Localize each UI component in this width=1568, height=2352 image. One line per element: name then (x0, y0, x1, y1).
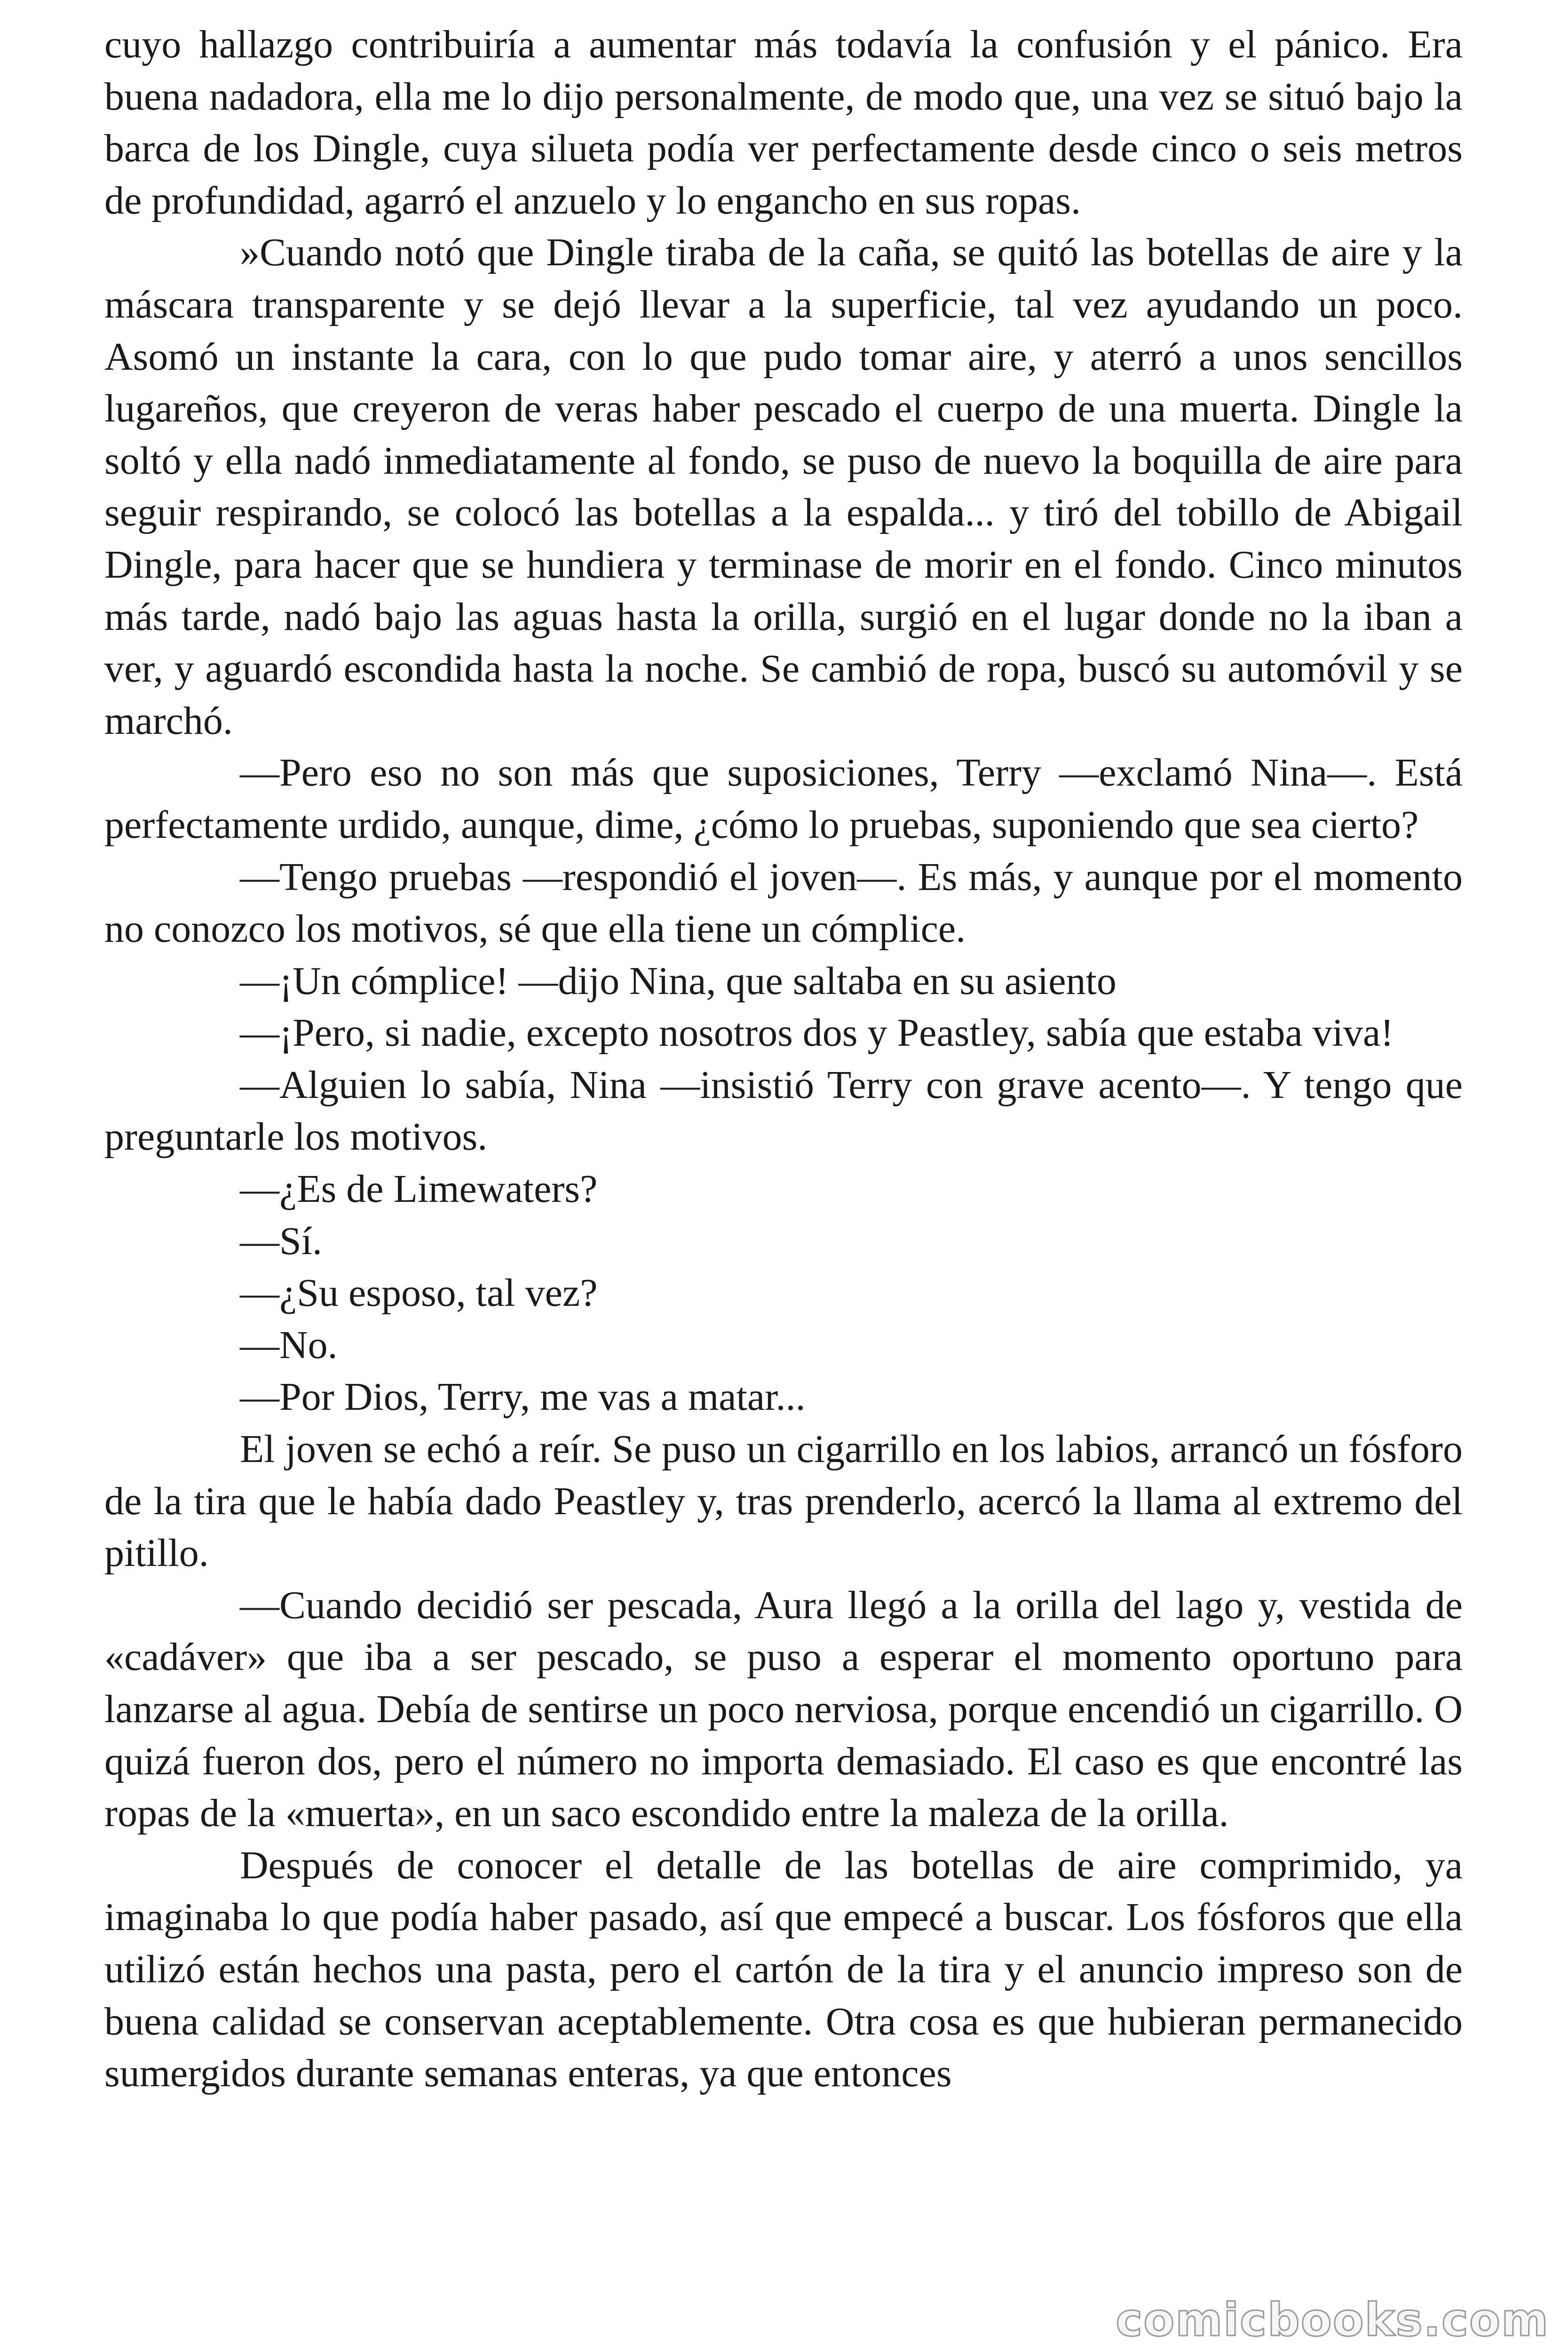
paragraph-13: El joven se echó a reír. Se puso un cigarrillo en los labios, arrancó un fósforo de la tira que le había dado Peastley y, tras prenderlo, acercó la llama al extremo del pitillo. (104, 1427, 1463, 1575)
paragraph-10: —¿Su esposo, tal vez? (240, 1271, 598, 1315)
paragraph-4: —Tengo pruebas —respondió el joven—. Es más, y aunque por el momento no conozco los motivos, sé que ella tiene un cómplice. (104, 855, 1463, 951)
page-body (104, 19, 1463, 2100)
watermark-text: comicbooks.com (1116, 2294, 1549, 2346)
paragraph-2: »Cuando notó que Dingle tiraba de la caña, se quitó las botellas de aire y la máscara transparente y se dejó llevar a la superficie, tal vez ayudando un poco. Asomó un instante la cara, con lo que pudo tomar aire, y aterró a unos sencillos lugareños, que creyeron de veras haber pescado el cuerpo de una muerta. Dingle la soltó y ella nadó inmediatamente al fondo, se puso de nuevo la boquilla de aire para seguir respirando, se colocó las botellas a la espalda... y tiró del tobillo de Abigail Dingle, para hacer que se hundiera y terminase de morir en el fondo. Cinco minutos más tarde, nadó bajo las aguas hasta la orilla, surgió en el lugar donde no la iban a ver, y aguardó escondida hasta la noche. Se cambió de ropa, buscó su automóvil y se marchó. (104, 230, 1463, 743)
paragraph-11: —No. (240, 1323, 338, 1367)
paragraph-1: cuyo hallazgo contribuiría a aumentar más todavía la confusión y el pánico. Era buena nadadora, ella me lo dijo personalmente, de modo que, una vez se situó bajo la barca de los Dingle, cuya silueta podía ver perfectamente desde cinco o seis metros de profundidad, agarró el anzuelo y lo engancho en sus ropas. (104, 23, 1463, 222)
paragraph-9: —Sí. (240, 1219, 323, 1263)
paragraph-12: —Por Dios, Terry, me vas a matar... (240, 1375, 806, 1419)
paragraph-14: —Cuando decidió ser pescada, Aura llegó a la orilla del lago y, vestida de «cadáver» que iba a ser pescado, se puso a esperar el momento oportuno para lanzarse al agua. Debía de sentirse un poco nerviosa, porque encendió un cigarrillo. O quizá fueron dos, pero el número no importa demasiado. El caso es que encontré las ropas de la «muerta», en un saco escondido entre la maleza de la orilla. (104, 1583, 1463, 1836)
paragraph-6: —¡Pero, si nadie, excepto nosotros dos y Peastley, sabía que estaba viva! (240, 1011, 1394, 1055)
paragraph-8: —¿Es de Limewaters? (240, 1167, 598, 1211)
paragraph-3: —Pero eso no son más que suposiciones, Terry —exclamó Nina—. Está perfectamente urdido, aunque, dime, ¿cómo lo pruebas, suponiendo que sea cierto? (104, 751, 1463, 847)
paragraph-15: Después de conocer el detalle de las botellas de aire comprimido, ya imaginaba lo que podía haber pasado, así que empecé a buscar. Los fósforos que ella utilizó están hechos una pasta, pero el cartón de la tira y el anuncio impreso son de buena calidad se conservan aceptablemente. Otra cosa es que hubieran permanecido sumergidos durante semanas enteras, ya que entonces (104, 1843, 1463, 2096)
paragraph-7: —Alguien lo sabía, Nina —insistió Terry con grave acento—. Y tengo que preguntarle los motivos. (104, 1063, 1463, 1159)
paragraph-5: —¡Un cómplice! —dijo Nina, que saltaba en su asiento (240, 959, 1117, 1003)
